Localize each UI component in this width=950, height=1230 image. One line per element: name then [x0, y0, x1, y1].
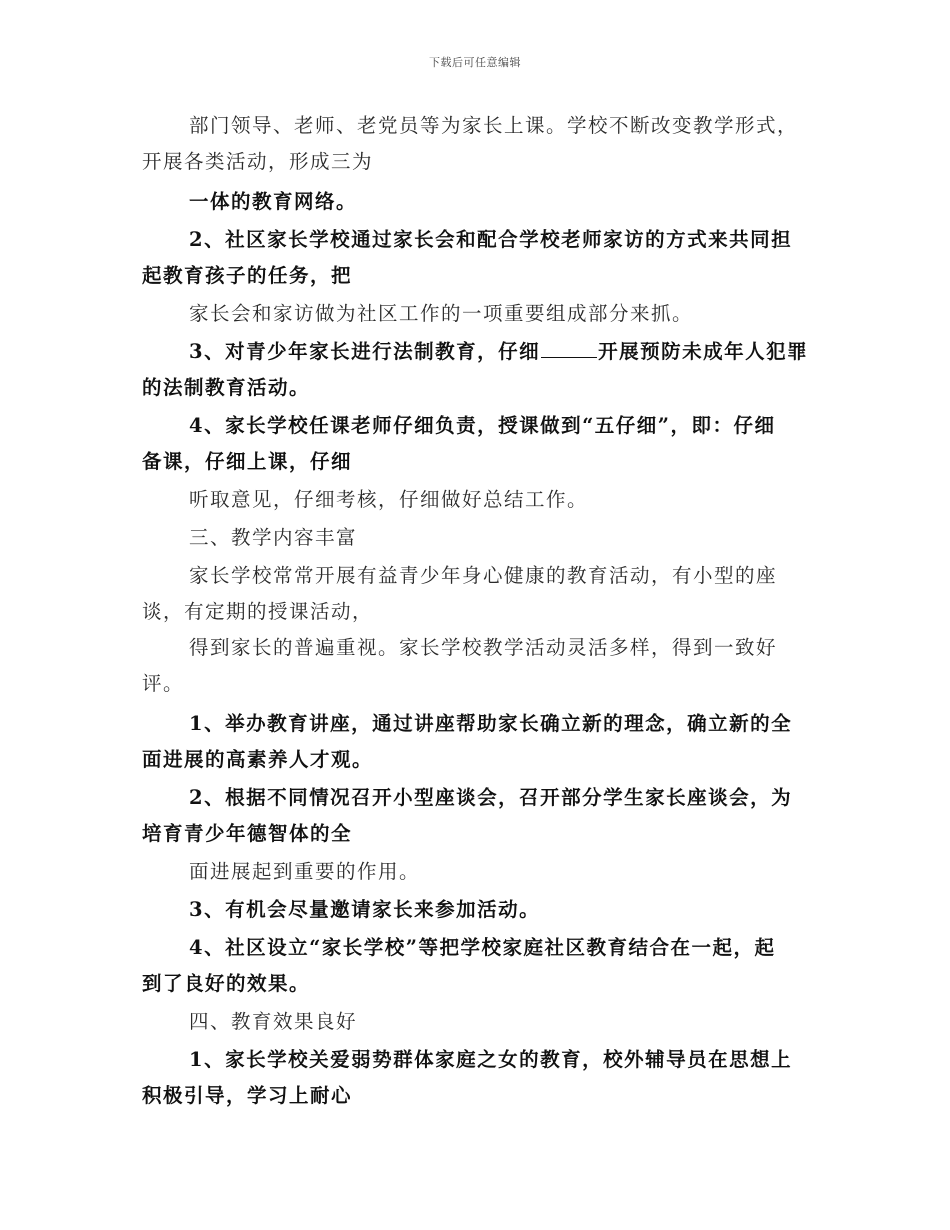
page-header: 下载后可任意编辑	[429, 56, 521, 69]
text-line: 1、举办教育讲座，通过讲座帮助家长确立新的理念，确立新的全	[189, 712, 793, 735]
text-line: 培育青少年德智体的全	[142, 822, 353, 845]
section-heading: 三、教学内容丰富	[189, 526, 358, 549]
text-line: 面进展起到重要的作用。	[189, 860, 421, 883]
text-line: 2、社区家长学校通过家长会和配合学校老师家访的方式来共同担	[189, 228, 793, 251]
text-line: 3、有机会尽量邀请家长来参加活动。	[189, 898, 541, 921]
text-line: 部门领导、老师、老党员等为家长上课。学校不断改变教学形式，	[189, 114, 799, 137]
text-line: 谈，有定期的授课活动，	[142, 600, 374, 623]
text-line: 到了良好的效果。	[142, 972, 311, 995]
section-heading: 四、教育效果良好	[189, 1010, 358, 1033]
text-line: 起教育孩子的任务，把	[142, 264, 353, 287]
text-line: 家长学校常常开展有益青少年身心健康的教育活动，有小型的座	[189, 564, 778, 587]
text-line: 听取意见，仔细考核，仔细做好总结工作。	[189, 488, 589, 511]
fill-in-blank	[541, 339, 597, 358]
text-line: 积极引导，学习上耐心	[142, 1084, 353, 1107]
text-line: 开展各类活动，形成三为	[142, 150, 374, 173]
text-line: 备课，仔细上课，仔细	[142, 450, 353, 473]
text-line: 面进展的高素养人才观。	[142, 748, 374, 771]
text-line: 的法制教育活动。	[142, 376, 311, 399]
text-line: 4、社区设立“家长学校”等把学校家庭社区教育结合在一起，起	[189, 936, 776, 959]
text-segment: 3、对青少年家长进行法制教育，仔细	[189, 340, 541, 363]
text-segment: 开展预防未成年人犯罪	[598, 340, 809, 363]
text-line: 家长会和家访做为社区工作的一项重要组成部分来抓。	[189, 302, 694, 325]
text-line: 4、家长学校任课老师仔细负责，授课做到“五仔细”，即：仔细	[189, 414, 776, 437]
text-line-with-blank	[189, 334, 808, 370]
text-line: 得到家长的普遍重视。家长学校教学活动灵活多样，得到一致好	[189, 636, 778, 659]
text-line: 1、家长学校关爱弱势群体家庭之女的教育，校外辅导员在思想上	[189, 1048, 793, 1071]
text-line: 一体的教育网络。	[189, 190, 358, 213]
text-line: 2、根据不同情况召开小型座谈会，召开部分学生家长座谈会，为	[189, 786, 793, 809]
text-line: 评。	[142, 672, 185, 695]
